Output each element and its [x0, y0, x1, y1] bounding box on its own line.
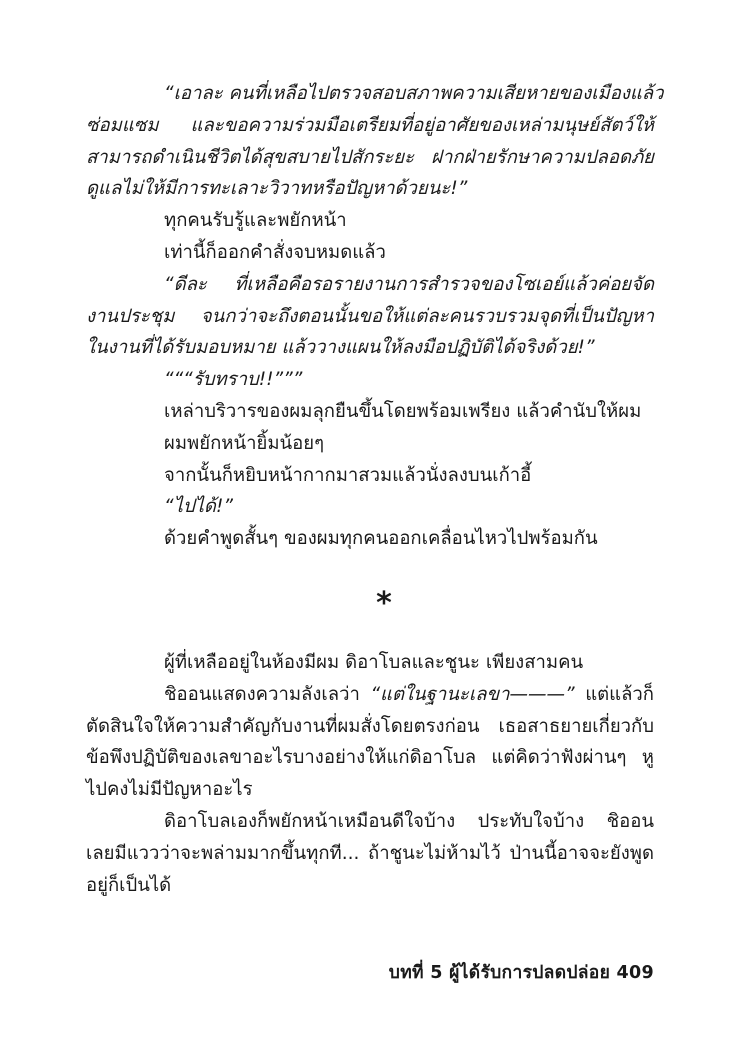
- paragraph-line: เลยมีแววว่าจะพล่ามมากขึ้นทุกที... ถ้าชูนะไม่ห้ามไว้ ป่านนี้อาจจะยังพูด: [86, 842, 654, 864]
- paragraph-line: [86, 679, 654, 711]
- paragraph-line: ทุกคนรับรู้และพยักหน้า: [164, 210, 347, 232]
- paragraph-line: อยู่ก็เป็นได้: [86, 874, 172, 896]
- paragraph-line: “เอาละ คนที่เหลือไปตรวจสอบสภาพความเสียหายของเมืองแล้ว: [164, 83, 664, 104]
- paragraph-line: ซ่อมแซม และขอความร่วมมือเตรียมที่อยู่อาศัยของเหล่ามนุษย์สัตว์ให้: [86, 114, 654, 136]
- paragraph-line: ดูแลไม่ให้มีการทะเลาะวิวาทหรือปัญหาด้วยนะ!”: [86, 178, 468, 200]
- paragraph-line: ตัดสินใจให้ความสำคัญกับงานที่ผมสั่งโดยตรงก่อน เธอสาธยายเกี่ยวกับ: [86, 715, 654, 737]
- paragraph-line: เหล่าบริวารของผมลุกยืนขึ้นโดยพร้อมเพรียง แล้วคำนับให้ผม: [164, 400, 642, 422]
- paragraph-line: “ไปได้!”: [164, 496, 233, 518]
- italic-dialogue: “แต่ในฐานะเลขา———”: [370, 683, 575, 705]
- paragraph-line: ข้อพึงปฏิบัติของเลขาอะไรบางอย่างให้แก่ดิอาโบล แต่คิดว่าฟังผ่านๆ หู: [86, 747, 654, 769]
- page-footer: บทที่ 5 ผู้ได้รับการปลดปล่อย 409: [388, 963, 654, 983]
- paragraph-line: ผมพยักหน้ายิ้มน้อยๆ: [164, 432, 325, 454]
- paragraph-line: “ดีละ ที่เหลือคือรอรายงานการสำรวจของโซเอย์แล้วค่อยจัด: [164, 273, 654, 295]
- paragraph-line: ด้วยคำพูดสั้นๆ ของผมทุกคนออกเคลื่อนไหวไปพร้อมกัน: [164, 528, 598, 550]
- paragraph-line: “““รับทราบ!!”””: [164, 369, 303, 391]
- paragraph-line: งานประชุม จนกว่าจะถึงตอนนั้นขอให้แต่ละคนรวบรวมจุดที่เป็นปัญหา: [86, 305, 654, 327]
- page-body: [86, 78, 664, 901]
- paragraph-line: ดิอาโบลเองก็พยักหน้าเหมือนดีใจบ้าง ประทับใจบ้าง ชิออน: [164, 810, 654, 832]
- paragraph-line: ไปคงไม่มีปัญหาอะไร: [86, 779, 253, 801]
- scene-break-asterisk: *: [376, 585, 392, 621]
- paragraph-line: ผู้ที่เหลืออยู่ในห้องมีผม ดิอาโบลและชูนะ เพียงสามคน: [164, 651, 584, 673]
- paragraph-line: จากนั้นก็หยิบหน้ากากมาสวมแล้วนั่งลงบนเก้าอี้: [164, 464, 532, 486]
- text-segment: ชิออนแสดงความลังเลว่า: [164, 683, 371, 705]
- paragraph-line: ในงานที่ได้รับมอบหมาย แล้ววางแผนให้ลงมือปฏิบัติได้จริงด้วย!”: [86, 337, 595, 359]
- text-segment: แต่แล้วก็: [574, 683, 654, 705]
- paragraph-line: สามารถดำเนินชีวิตได้สุขสบายไปสักระยะ ฝากฝ่ายรักษาความปลอดภัย: [86, 146, 654, 168]
- paragraph-line: เท่านี้ก็ออกคำสั่งจบหมดแล้ว: [164, 241, 386, 263]
